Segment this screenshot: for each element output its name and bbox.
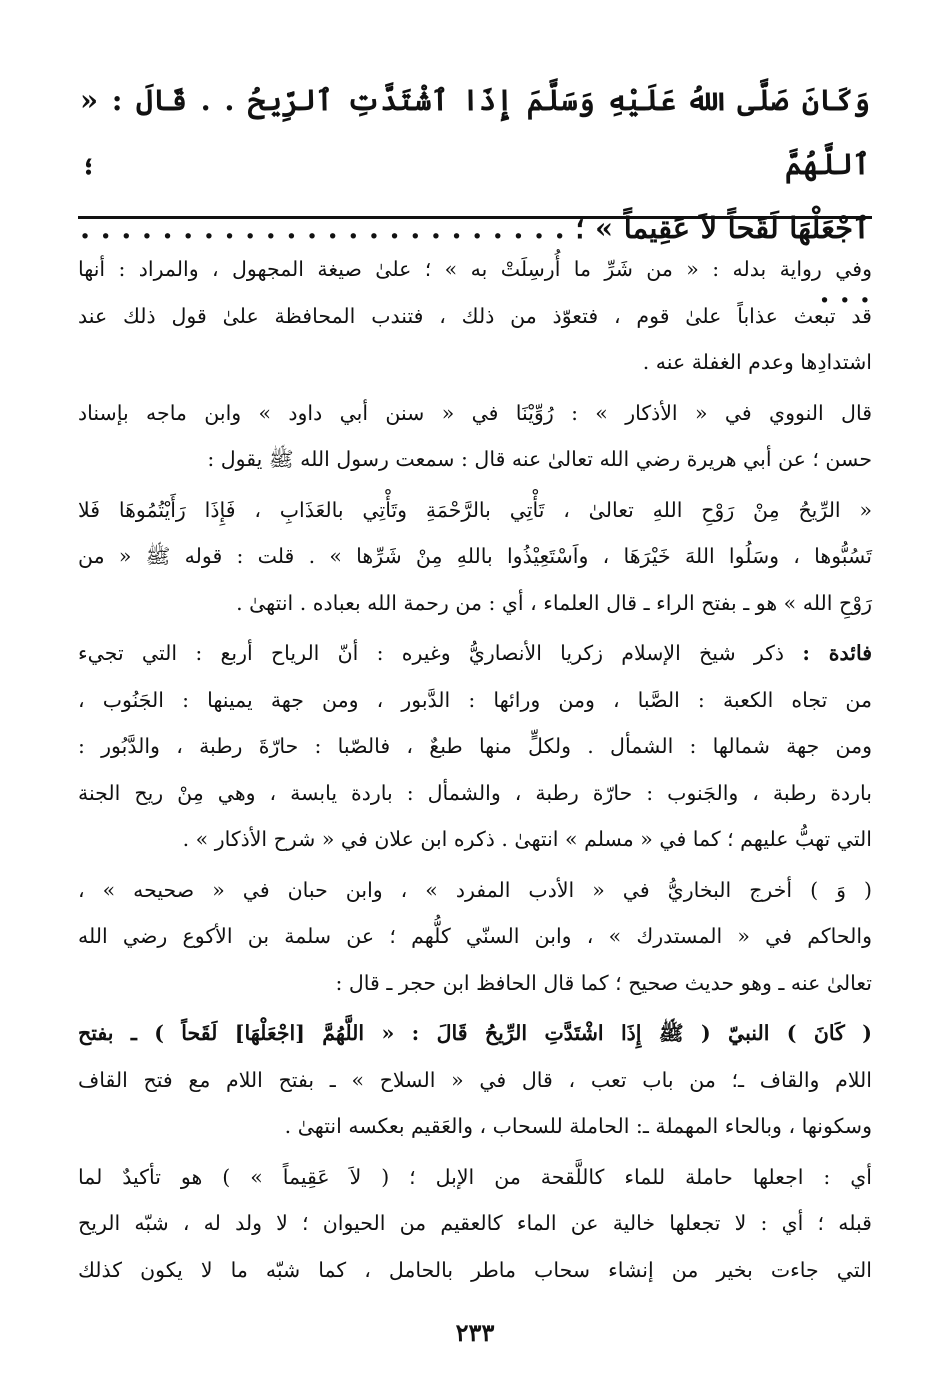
text-line: « الرِّيحُ مِنْ رَوْحِ اللهِ تعالىٰ ، تَأْتِي بالرَّحْمَةِ وتَأْتِي بالعَذَابِ ، فَإِذَا رَأَيْتُمُوهَا فَلا bbox=[78, 497, 872, 522]
text-line: تعالىٰ عنه ـ وهو حديث صحيح ؛ كما قال الحافظ ابن حجر ـ قال : bbox=[335, 970, 872, 995]
text-line: اللام والقاف ـ؛ من باب تعب ، قال في « السلاح » ـ بفتح اللام مع فتح القاف bbox=[78, 1067, 872, 1092]
page-number: ٢٣٣ bbox=[455, 1318, 495, 1347]
text-line: رَوْحِ الله » هو ـ بفتح الراء ـ قال العلماء ، أي : من رحمة الله بعباده . انتهىٰ . bbox=[236, 590, 872, 615]
text-line: قال النووي في « الأذكار » : رُوِّيْنَا في « سنن أبي داود » وابن ماجه بإسناد bbox=[78, 400, 872, 425]
commentary-paragraph bbox=[78, 867, 872, 1007]
text-line: باردة رطبة ، والجَنوب : حارّة رطبة ، والشمأل : باردة يابسة ، وهي مِنْ ريح الجنة bbox=[78, 780, 872, 805]
commentary-section bbox=[78, 246, 872, 1293]
text-line: وفي رواية بدله : « من شَرِّ ما أُرسِلَتْ به » ؛ علىٰ صيغة المجهول ، والمراد : أنها bbox=[78, 257, 872, 281]
commentary-paragraph bbox=[78, 246, 872, 386]
commentary-paragraph bbox=[78, 1010, 872, 1150]
text-line: اشتدادِها وعدم الغفلة عنه . bbox=[642, 350, 872, 374]
text-line: قبله ؛ أي : لا تجعلها خالية عن الماء كالعقيم من الحيوان ؛ لا ولد له ، شبّه الريح bbox=[78, 1211, 872, 1235]
commentary-paragraph bbox=[78, 1154, 872, 1294]
text-line: قد تبعث عذاباً علىٰ قوم ، فتعوّذ من ذلك ، فتندب المحافظة علىٰ قول ذلك عند bbox=[78, 303, 872, 328]
text-line: تَسُبُّوها ، وسَلُوا اللهَ خَيْرَهَا ، واَسْتَعِيْذُوا باللهِ مِنْ شَرِّها » . قلت : قوله ﷺ « من bbox=[78, 544, 872, 568]
main-text-line: ٱجْعَلْهَا لَقَحاً لاَ عَقِيماً » ؛ . . . . . . . . . . . . . . . . . . . . . . . . . . . bbox=[80, 211, 870, 309]
hadith-quote-paragraph bbox=[78, 487, 872, 627]
commentary-paragraph bbox=[78, 390, 872, 483]
text-line: وسكونها ، وبالحاء المهملة ـ: الحاملة للسحاب ، والعَقيم بعكسه انتهىٰ . bbox=[284, 1114, 872, 1138]
benefit-paragraph bbox=[78, 630, 872, 863]
text-line bbox=[78, 630, 872, 677]
text-line: حسن ؛ عن أبي هريرة رضي الله تعالىٰ عنه قال : سمعت رسول الله ﷺ يقول : bbox=[207, 447, 872, 471]
text-line: من تجاه الكعبة : الصَّبا ، ومن ورائها : الدَّبور ، ومن جهة يمينها : الجَنُوب ، bbox=[78, 687, 872, 712]
text-line: التي جاءت بخير من إنشاء سحاب ماطر بالحامل ، كما شبّه ما لا يكون كذلك bbox=[78, 1257, 872, 1282]
main-text-line: وَكَانَ صَلَّى اللهُ عَلَيْهِ وَسَلَّمَ إِذَا ٱشْتَدَّتِ ٱلرِّيحُ . . قَالَ : « ٱللَّهُمَّ ؛ bbox=[80, 83, 870, 181]
benefit-label: فائدة : bbox=[802, 641, 872, 665]
text-line: التي تهبُّ عليهم ؛ كما في « مسلم » انتهىٰ . ذكره ابن علان في « شرح الأذكار » . bbox=[182, 827, 872, 851]
text-line: ( كَانَ ) النبيّ ( ﷺ إِذَا اشْتَدَّتِ الرِّيحُ قَالَ : « اللَّهُمَّ [اجْعَلْهَا] لَقَحاً ) ـ بفتح bbox=[78, 1021, 872, 1045]
section-divider bbox=[78, 216, 872, 219]
text-line-content: ذكر شيخ الإسلام زكريا الأنصاريُّ وغيره : أنّ الرياح أربع : التي تجيء bbox=[78, 641, 785, 665]
text-line: ومن جهة شمالها : الشمأل . ولكلٍّ منها طبعٌ ، فالصّبا : حارّةَ رطبة ، والدَّبُور : bbox=[78, 734, 872, 758]
text-line: والحاكم في « المستدرك » ، وابن السنّي كلُّهم ؛ عن سلمة بن الأكوع رضي الله bbox=[78, 924, 872, 948]
text-line: أي : اجعلها حاملة للماء كاللَّقحة من الإبل ؛ ( لاَ عَقِيماً » ) هو تأكيدٌ لما bbox=[78, 1164, 872, 1189]
text-line: ( وَ ) أخرج البخاريُّ في « الأدب المفرد » ، وابن حبان في « صحيحه » ، bbox=[78, 877, 872, 902]
